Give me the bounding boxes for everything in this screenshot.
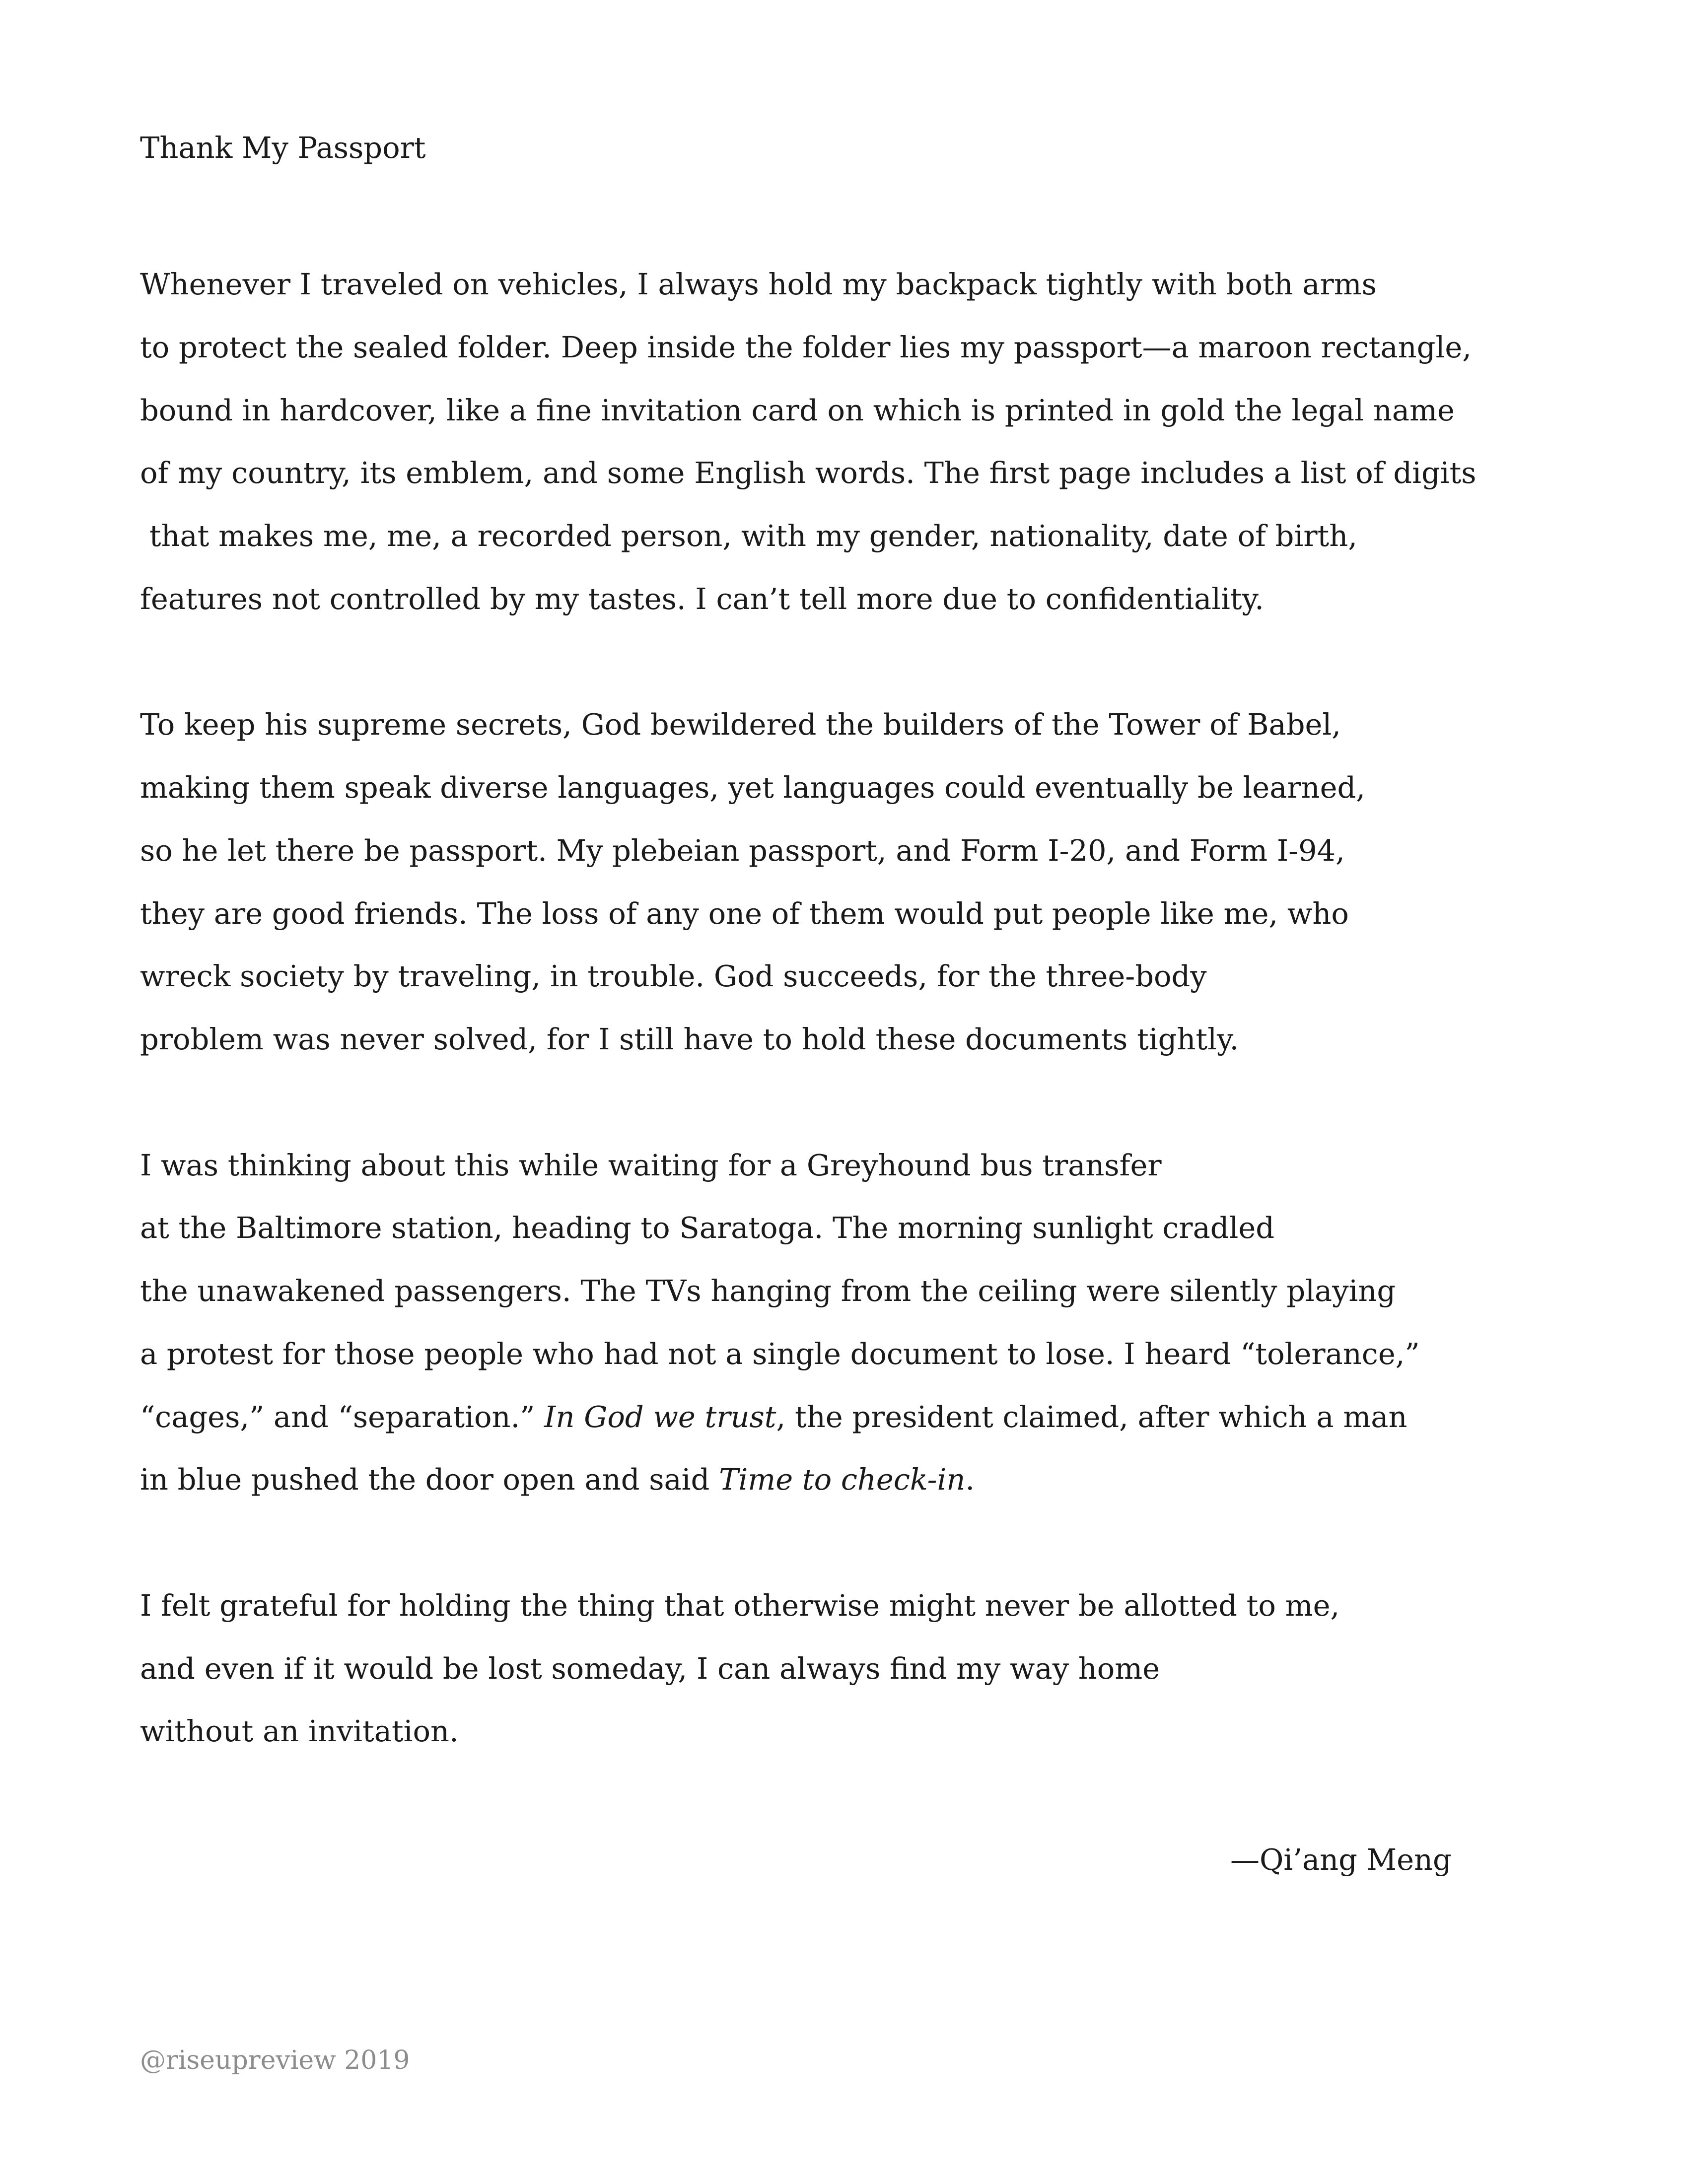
stanza-2-line-6: problem was never solved, for I still have to hold these documents tightly. <box>140 1022 1239 1056</box>
stanza-3-line-5 <box>140 1402 1407 1432</box>
stanza-1-line-4: of my country, its emblem, and some English words. The first page includes a list of digits <box>140 456 1477 490</box>
stanza-3-line-2: at the Baltimore station, heading to Saratoga. The morning sunlight cradled <box>140 1211 1275 1245</box>
stanza-1-line-6: features not controlled by my tastes. I can’t tell more due to confidentiality. <box>140 582 1264 616</box>
stanza-3-line-4: a protest for those people who had not a single document to lose. I heard “tolerance,” <box>140 1337 1420 1371</box>
poem-title: Thank My Passport <box>140 131 426 165</box>
line-6-text-after: . <box>965 1462 975 1497</box>
italic-phrase-in-god-we-trust: In God we trust <box>544 1400 776 1434</box>
stanza-3-line-1: I was thinking about this while waiting for a Greyhound bus transfer <box>140 1148 1162 1182</box>
author-signature: —Qi’ang Meng <box>1230 1843 1452 1877</box>
stanza-1-line-3: bound in hardcover, like a fine invitation card on which is printed in gold the legal name <box>140 393 1455 427</box>
stanza-1-line-2: to protect the sealed folder. Deep inside the folder lies my passport—a maroon rectangle, <box>140 330 1472 364</box>
italic-phrase-time-to-check-in: Time to check-in <box>719 1462 966 1497</box>
stanza-4-line-2: and even if it would be lost someday, I can always find my way home <box>140 1651 1160 1686</box>
line-6-text-before: in blue pushed the door open and said <box>140 1462 719 1497</box>
stanza-2-line-4: they are good friends. The loss of any one of them would put people like me, who <box>140 896 1349 931</box>
stanza-1-line-5: that makes me, me, a recorded person, with my gender, nationality, date of birth, <box>140 519 1357 553</box>
line-5-text-before: “cages,” and “separation.” <box>140 1400 545 1434</box>
stanza-1-line-1: Whenever I traveled on vehicles, I always hold my backpack tightly with both arms <box>140 267 1377 301</box>
stanza-2-line-3: so he let there be passport. My plebeian passport, and Form I-20, and Form I-94, <box>140 833 1345 868</box>
stanza-3-line-6 <box>140 1462 975 1497</box>
stanza-2-line-1: To keep his supreme secrets, God bewildered the builders of the Tower of Babel, <box>140 707 1341 742</box>
stanza-2-line-2: making them speak diverse languages, yet languages could eventually be learned, <box>140 770 1366 805</box>
line-5-text-after: , the president claimed, after which a man <box>776 1400 1407 1434</box>
stanza-4-line-1: I felt grateful for holding the thing that otherwise might never be allotted to me, <box>140 1588 1340 1623</box>
stanza-4-line-3: without an invitation. <box>140 1714 459 1748</box>
stanza-2-line-5: wreck society by traveling, in trouble. God succeeds, for the three-body <box>140 959 1207 993</box>
stanza-3-line-3: the unawakened passengers. The TVs hanging from the ceiling were silently playing <box>140 1274 1396 1308</box>
footer-credit: @riseupreview 2019 <box>140 2046 410 2075</box>
